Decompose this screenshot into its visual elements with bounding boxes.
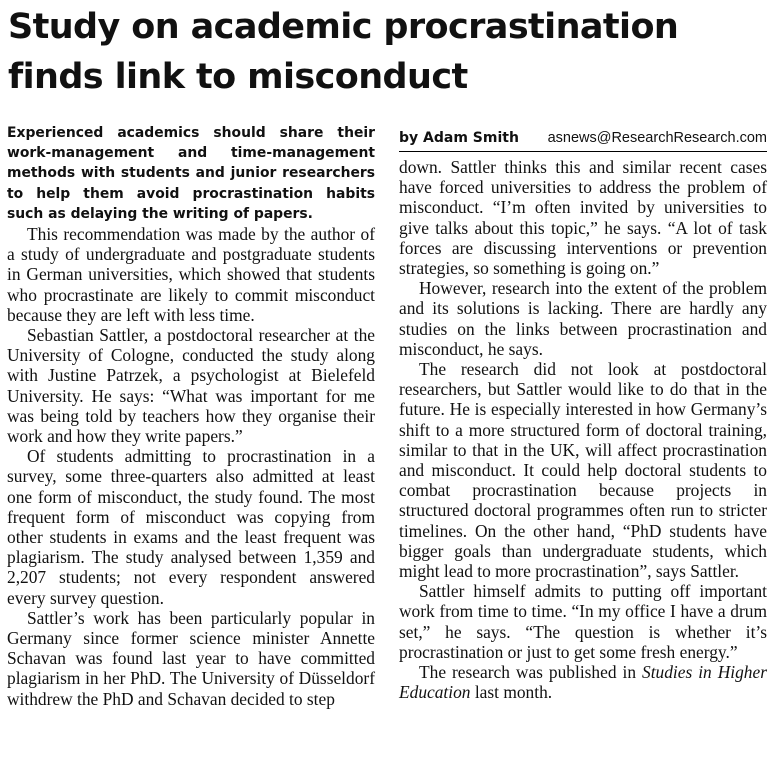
paragraph: However, research into the extent of the problem and its solutions is lacking. There are hardly any studies on the links between procrastination and misconduct, he says. — [399, 278, 767, 359]
byline: by Adam Smith — [399, 130, 519, 146]
final-text-after: last month. — [470, 682, 553, 703]
journal-name: Studies in Higher Education — [399, 662, 767, 703]
paragraph: Of students admitting to procrastination in a survey, some three-quarters also admitted at least one form of misconduct, the study found. The most frequent form of misconduct was copying from other students in exams and the least frequent was plagiarism. The study analysed between 1,359 and 2,207 students; not every respondent answered every survey question. — [7, 446, 375, 608]
right-column — [399, 129, 767, 702]
byline-row — [399, 129, 767, 152]
final-paragraph — [399, 662, 767, 702]
paragraph: This recommendation was made by the author of a study of undergraduate and postgraduate students in German universities, which showed that students who procrastinate are likely to commit misconduct because they are left with less time. — [7, 224, 375, 325]
headline: Study on academic procrastination finds link to misconduct — [8, 7, 679, 97]
paragraph: Sattler himself admits to putting off important work from time to time. “In my office I have a drum set,” he says. “The question is whether it’s procrastination or just to get some fresh energy.” — [399, 581, 767, 662]
paragraph: Sattler’s work has been particularly popular in Germany since former science minister Annette Schavan was found last year to have committed plagiarism in her PhD. The University of Düsseldorf withdrew the PhD and Schavan decided to step — [7, 607, 375, 709]
author-email[interactable]: asnews@ResearchResearch.com — [547, 130, 767, 146]
final-text-before: The research was published in — [419, 662, 643, 683]
paragraph: The research did not look at postdoctoral researchers, but Sattler would like to do that in the future. He is especially interested in how Germany’s shift to a more structured form of doctoral training, similar to that in the UK, will affect procrastination and misconduct. It could help doctoral students to combat procrastination because projects in structured doctoral programmes often run to stricter timelines. On the other hand, “PhD students have bigger goals than undergraduate students, which might lead to more procrastination”, says Sattler. — [399, 359, 767, 582]
lede: Experienced academics should share their work-management and time-management methods with students and junior researchers to help them avoid procrastination habits such as delaying the writing of papers. — [7, 125, 375, 222]
paragraph-continuation: down. Sattler thinks this and similar recent cases have forced universities to address the problem of misconduct. “I’m often invited by universities to give talks about this topic,” he says. “A lot of task forces are discussing interventions or prevention strategies, so something is going on.” — [399, 157, 767, 279]
paragraph: Sebastian Sattler, a postdoctoral researcher at the University of Cologne, conducted the study along with Justine Patrzek, a psychologist at Bielefeld University. He says: “What was important for me was being told by teachers how they organise their work and how they write papers.” — [7, 325, 375, 447]
left-column — [7, 123, 375, 709]
